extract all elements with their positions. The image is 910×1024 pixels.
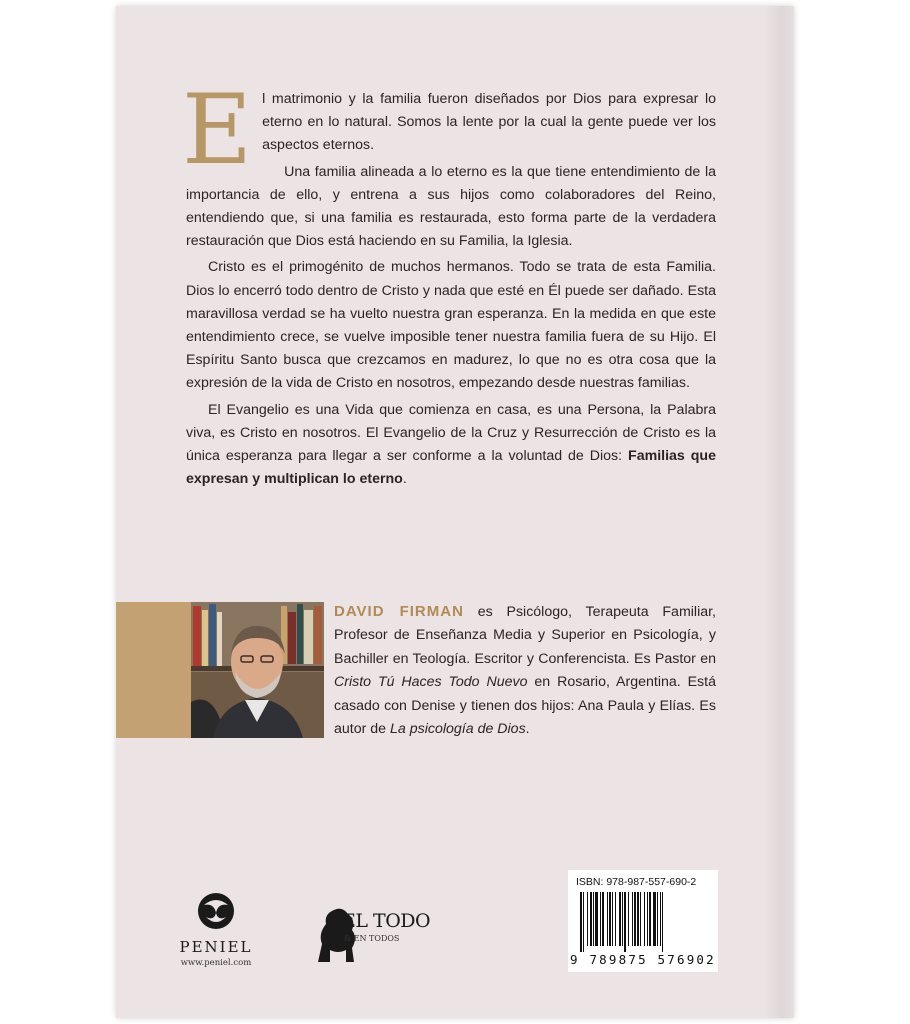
gold-accent-band — [116, 602, 194, 738]
ean-digits: 9 789875 576902 — [570, 952, 716, 967]
author-bio: DAVID FIRMAN es Psicólogo, Terapeuta Familiar, Profesor de Enseñanza Media y Superior en Psicología, y Bachiller en Teología. Escritor y Conferencista. Es Pastor en Cristo Tú Haces Todo Nuevo en Rosario, Argentina. Está casado con Denise y tienen dos hijos: Ana Paula y Elías. Es autor de La psicología de Dios. — [334, 603, 716, 738]
author-name: DAVID FIRMAN — [334, 603, 464, 620]
ministry-name: Cristo Tú Haces Todo Nuevo — [334, 674, 528, 691]
barcode-bar — [640, 892, 641, 946]
el-todo-subtitle: & EN TODOS — [344, 934, 400, 943]
barcode-bar — [607, 892, 608, 946]
barcode-bar — [624, 892, 626, 952]
barcode-bar — [602, 892, 604, 946]
barcode-block — [568, 870, 718, 972]
blurb-paragraph-3: Cristo es el primogénito de muchos hermanos. Todo se trata de esta Familia. Dios lo encerró todo dentro de Cristo y nada que esté en Él puede ser dañado. Esta maravillosa verdad se ha vuelto nuestra gran esperanza. En la medida en que este entendimiento crece, se vuelve imposible tener nuestra familia fuera de su Hijo. El Espíritu Santo busca que crezcamos en madurez, lo que no es otra cosa que la expresión de la vida de Cristo en nosotros, empezando desde nuestras familias. — [186, 259, 716, 392]
barcode-bar — [595, 892, 598, 946]
barcode-bar — [660, 892, 661, 946]
barcode-icon — [578, 892, 708, 952]
barcode-bar — [628, 892, 629, 946]
blurb-paragraph-4: El Evangelio es una Vida que comienza en casa, es una Persona, la Palabra viva, es Cristo en nosotros. El Evangelio de la Cruz y Resurrección de Cristo es la única esperanza para llegar a ser conforme a la voluntad de Dios: Familias que expresan y multiplican lo eterno. — [186, 401, 716, 488]
barcode-bar — [609, 892, 611, 946]
barcode-bar — [612, 892, 613, 946]
barcode-bar — [647, 892, 648, 946]
barcode-bar — [587, 892, 588, 946]
peniel-emblem-icon — [196, 891, 236, 931]
barcode-bar — [637, 892, 639, 946]
isbn-label: ISBN: 978-987-557-690-2 — [576, 876, 697, 888]
blurb-tagline: Familias que expresan y multiplican lo eterno — [186, 448, 716, 488]
blurb-paragraph-2: Una familia alineada a lo eterno es la que tiene entendimiento de la importancia de ello, y entrena a sus hijos como colaboradores del Reino, entendiendo que, si una familia es restaurada, esto forma parte de la verdadera restauración que Dios está haciendo en su Familia, la Iglesia. — [186, 163, 716, 250]
barcode-bar — [600, 892, 601, 946]
barcode-bar — [657, 892, 658, 946]
el-todo-logo — [312, 900, 442, 970]
blurb-paragraph-1: El matrimonio y la familia fueron diseñados por Dios para expresar lo eterno en lo natural. Somos la lente por la cual la gente puede ver los aspectos eternos. — [182, 74, 716, 186]
el-todo-wordmark: EL TODO — [342, 910, 431, 932]
peniel-logo — [176, 891, 256, 981]
barcode-bar — [662, 892, 663, 952]
barcode-bar — [649, 892, 651, 946]
barcode-bar — [653, 892, 656, 946]
previous-book-title: La psicología de Dios — [390, 721, 526, 738]
barcode-bar — [619, 892, 621, 946]
peniel-wordmark: PENIEL — [179, 938, 253, 956]
peniel-url: www.peniel.com — [180, 958, 252, 968]
back-cover-blurb — [182, 74, 716, 494]
drop-cap: E — [182, 74, 253, 186]
barcode-bar — [593, 892, 594, 946]
author-photo — [191, 602, 324, 738]
barcode-bar — [580, 892, 582, 952]
barcode-bar — [622, 892, 623, 946]
barcode-bar — [644, 892, 645, 946]
barcode-bar — [583, 892, 584, 952]
barcode-bar — [615, 892, 616, 946]
spine-shadow — [764, 6, 794, 1018]
barcode-bar — [634, 892, 636, 946]
book-back-cover — [116, 6, 794, 1018]
barcode-bar — [590, 892, 592, 946]
barcode-bar — [632, 892, 633, 946]
